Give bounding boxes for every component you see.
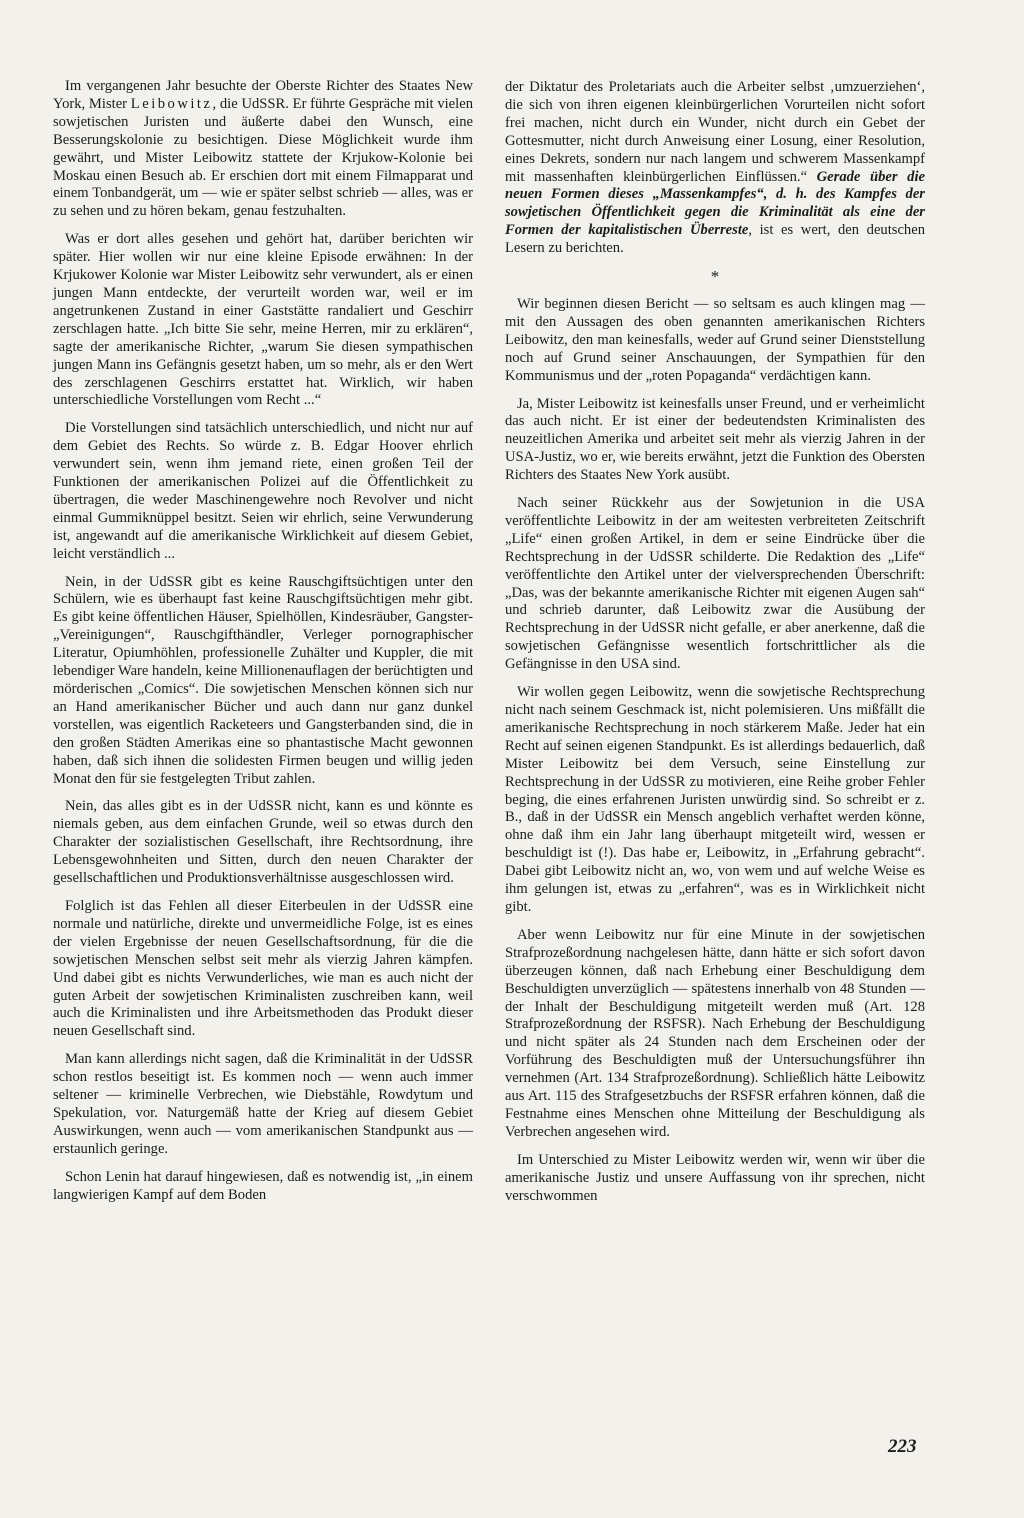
paragraph-text: Im vergangenen Jahr besuchte der Oberste Richter des Staates New York, Mister: [53, 78, 473, 112]
paragraph: Wir wollen gegen Leibowitz, wenn die sowjetische Rechtsprechung nicht nach seinem Geschmack ist, nicht polemisieren. Uns mißfällt die amerikanische Rechtsprechung in noch stärkerem Maße. Jeder hat ein Recht auf seinen eigenen Standpunkt. Es ist allerdings bedauerlich, daß Mister Leibowitz bei dem Versuch, seine Einstellung zur Rechtsprechung in der UdSSR zu motivieren, eine Reihe grober Fehler beging, die eines erfahrenen Juristen unwürdig sind. So schreibt er z. B., daß in der UdSSR ein Mensch angeblich verhaftet werden könne, ohne daß ihm ein Jahr lang überhaupt mitgeteilt wird, wessen er beschuldigt ist (!). Das habe er, Leibowitz, in „Erfahrung gebracht“. Dabei gibt Leibowitz nicht an, wo, von wem und auf welche Weise es ihm gelungen ist, etwas zu „erfahren“, was es in Wirklichkeit nicht gibt.: [505, 684, 925, 915]
paragraph: Wir beginnen diesen Bericht — so seltsam es auch klingen mag — mit den Aussagen des oben genannten amerikanischen Richters Leibowitz, den man keinesfalls, weder auf Grund seiner Dienststellung noch auf Grund seiner Anschauungen, der Sympathien für den Kommunismus und der „roten Popaganda“ verdächtigen kann.: [505, 295, 925, 384]
spaced-name: Leibowitz: [130, 95, 213, 112]
paragraph: Aber wenn Leibowitz nur für eine Minute in der sowjetischen Strafprozeßordnung nachgelesen hätte, dann hätte er sich sofort davon überzeugen können, daß nach Erhebung einer Beschuldigung dem Beschuldigten unverzüglich — spätestens innerhalb von 48 Stunden — der Inhalt der Beschuldigung mitgeteilt werden muß (Art. 128 Strafprozeßordnung der RSFSR). Nach Erhebung der Beschuldigung und nicht später als 24 Stunden nach dem Erscheinen oder der Vorführung des Beschuldigten muß der Untersuchungsführer ihn vernehmen (Art. 134 Strafprozeßordnung). Schließlich hätte Leibowitz aus Art. 115 des Strafgesetzbuchs der RSFSR erfahren können, daß die Festnahme eines Menschen ohne Mitteilung der Beschuldigung als Verbrechen angesehen wird.: [505, 926, 925, 1140]
paragraph-text: , ist es wert, den deutschen Lesern zu berichten.: [505, 222, 925, 257]
left-column: [53, 78, 473, 1214]
paragraph: Nein, das alles gibt es in der UdSSR nicht, kann es und könnte es niemals geben, aus dem einfachen Grunde, weil so etwas durch den Charakter der sozialistischen Gesellschaft, ihre Rechtsordnung, ihre Lebensgewohnheiten und Sitten, durch den neuen Charakter der gesellschaftlichen und Produktionsverhältnisse ausgeschlossen wird.: [53, 798, 473, 887]
paragraph: Schon Lenin hat darauf hingewiesen, daß es notwendig ist, „in einem langwierigen Kampf auf dem Boden: [53, 1168, 473, 1203]
page-number: 223: [888, 1436, 917, 1457]
right-column: [505, 79, 925, 1215]
paragraph: Nein, in der UdSSR gibt es keine Rauschgiftsüchtigen unter den Schülern, wie es überhaupt fast keine Rauschgiftsüchtigen mehr gibt. Es gibt keine öffentlichen Häuser, Spielhöllen, Kindesräuber, Gangster-„Vereinigungen“, Rauschgifthändler, Verleger pornographischer Literatur, Opiumhöhlen, professionelle Zuhälter und Kuppler, die mit lebendiger Ware handeln, keine Millionenauflagen der berüchtigten und mörderischen „Comics“. Die sowjetischen Menschen können sich nur an Hand amerikanischer Bücher und auch dann nur ganz dunkel vorstellen, was eigentlich Racketeers und Gangsterbanden sind, die in den großen Städten Amerikas eine so phantastische Macht gewonnen haben, daß sich ihnen die solidesten Firmen beugen und willig jeden Monat den für sie festgelegten Tribut zahlen.: [53, 573, 473, 787]
emphasized-text: Gerade über die neuen Formen dieses „Massenkampfes“, d. h. des Kampfes der sowjetischen Öffentlichkeit gegen die Kriminalität als eine der Formen der kapitalistischen Überreste: [505, 168, 925, 239]
paragraph: Was er dort alles gesehen und gehört hat, darüber berichten wir später. Hier wollen wir nur eine kleine Episode erwähnen: In der Krjukower Kolonie war Mister Leibowitz sehr verwundert, als er einen jungen Mann entdeckte, der verurteilt worden war, weil er im angetrunkenen Zustand in einer Gaststätte randaliert und Geschirr zerschlagen hatte. „Ich bitte Sie sehr, meine Herren, mir zu erklären“, sagte der amerikanische Richter, „warum Sie diesen sympathischen jungen Mann ins Gefängnis gesetzt haben, um so mehr, als er den Wert des zerschlagenen Geschirrs erstattet hat. Wirklich, wir haben unterschiedliche Vorstellungen vom Recht ...“: [53, 231, 473, 409]
paragraph: Folglich ist das Fehlen all dieser Eiterbeulen in der UdSSR eine normale und natürliche, direkte und unvermeidliche Folge, ist es eines der vielen Ergebnisse der neuen Gesellschaftsordnung, für die die sowjetischen Menschen selbst seit mehr als vierzig Jahren kämpfen. Und dabei gibt es nichts Verwunderliches, wie man es auch nicht der guten Arbeit der sowjetischen Kriminalisten zuschreiben kann, weil auch die Kriminalisten und ihre Arbeitsmethoden das Produkt dieser neuen Gesellschaft sind.: [53, 897, 473, 1040]
paragraph: Im Unterschied zu Mister Leibowitz werden wir, wenn wir über die amerikanische Justiz und unsere Auffassung von ihr sprechen, nicht verschwommen: [505, 1151, 925, 1204]
paragraph: Ja, Mister Leibowitz ist keinesfalls unser Freund, und er verheimlicht das auch nicht. Er ist einer der bedeutendsten Kriminalisten des neuzeitlichen Amerika und arbeitet seit mehr als vierzig Jahren in der USA-Justiz, wo er, wie bereits erwähnt, jetzt die Funktion des Obersten Richters des Staates New York ausübt.: [505, 395, 925, 484]
paragraph-text: der Diktatur des Proletariats auch die Arbeiter selbst ‚umzuerziehen‘, die sich von ihren eigenen kleinbürgerlichen Vorurteilen nicht sofort frei machen, nicht durch ein Wunder, nicht durch ein Gebet der Gottesmutter, nicht durch Anweisung einer Losung, einer Resolution, eines Dekrets, sondern nur nach langem und schwerem Massenkampf mit massenhaften kleinbürgerlichen Einflüssen.“: [505, 79, 925, 185]
paragraph-text: , die UdSSR. Er führte Gespräche mit vielen sowjetischen Juristen und äußerte dabei den Wunsch, eine Besserungskolonie zu besichtigen. Diese Möglichkeit wurde ihm gewährt, und Mister Leibowitz stattete der Krjukow-Kolonie bei Moskau einen Besuch ab. Er erschien dort mit einem Filmapparat und einem Tonbandgerät, um — wie er später selbst schrieb — alles, was er zu sehen und zu hören bekam, genau festzuhalten.: [53, 95, 473, 220]
paragraph: Die Vorstellungen sind tatsächlich unterschiedlich, und nicht nur auf dem Gebiet des Rechts. So würde z. B. Edgar Hoover ehrlich verwundert sein, wenn ihm jemand riete, einen großen Teil der Funktionen der amerikanischen Polizei auf die Öffentlichkeit zu übertragen, die weder Maschinengewehre noch Revolver und nicht einmal Gummiknüppel besitzt. Seien wir ehrlich, seine Verwunderung ist, angewandt auf die amerikanische Wirklichkeit auf diesem Gebiet, leicht verständlich ...: [53, 420, 473, 562]
paragraph: [505, 79, 925, 258]
paragraph: Nach seiner Rückkehr aus der Sowjetunion in die USA veröffentlichte Leibowitz in der am weitesten verbreiteten Zeitschrift „Life“ einen großen Artikel, in dem er seine Eindrücke über die Rechtsprechung in der UdSSR schilderte. Die Redaktion des „Life“ veröffentlichte den Artikel unter der vielversprechenden Überschrift: „Das, was der bekannte amerikanische Richter mit eigenen Augen sah“ und schrieb darunter, daß Leibowitz zwar die Ausübung der Rechtsprechung in der UdSSR nicht gefalle, er aber anerkenne, daß die sowjetischen Gefängnisse wesentlich fortschrittlicher als die Gefängnisse in den USA sind.: [505, 495, 925, 673]
paragraph: [53, 78, 473, 221]
paragraph: Man kann allerdings nicht sagen, daß die Kriminalität in der UdSSR schon restlos beseitigt ist. Es kommen noch — wenn auch immer seltener — kriminelle Verbrechen, wie Diebstähle, Rowdytum und Spekulation, vor. Naturgemäß hatte der Krieg auf diesem Gebiet Auswirkungen, wenn auch — vom amerikanischen Standpunkt aus — erstaunlich geringe.: [53, 1051, 473, 1157]
section-divider-asterisk: *: [710, 267, 720, 287]
